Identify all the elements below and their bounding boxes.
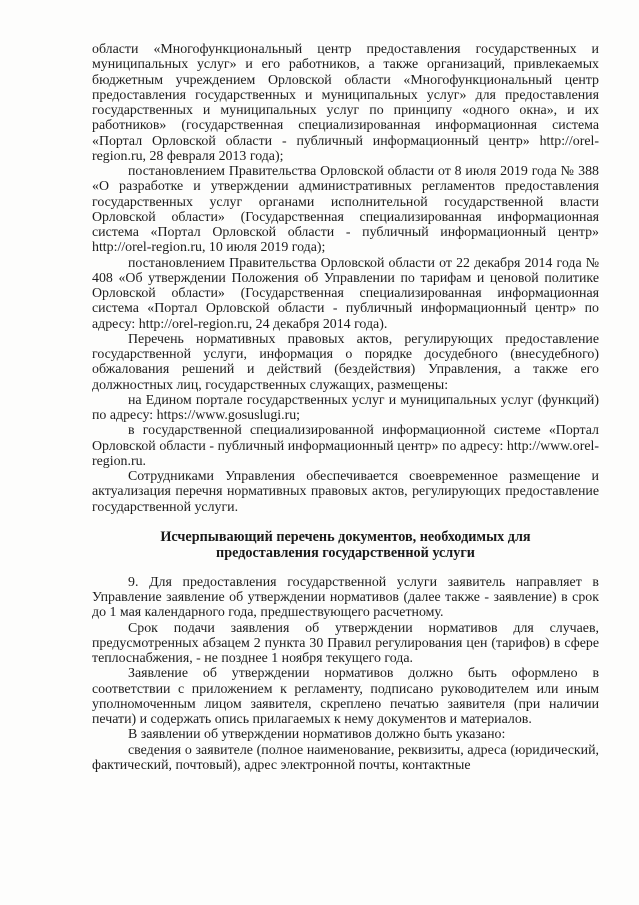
paragraph-staff-actualization: Сотрудниками Управления обеспечивается своевременное размещение и актуализация перечня нормативных правовых актов, регулирующих предоставление государственной услуги. [92,469,599,515]
paragraph-acts-list-placement: Перечень нормативных правовых актов, регулирующих предоставление государственной услуги, информация о порядке досудебного (внесудебного) обжалования решений и действий (бездействия) Управления, а также его должностных лиц, государственных служащих, размещены: [92,331,599,393]
paragraph-mfc-regulation: области «Многофункциональный центр предоставления государственных и муниципальных услуг» и его работников, а также организаций, привлекаемых бюджетным учреждением Орловской области «Многофункциональный центр предоставления государственных и муниципальных услуг» для предоставления государственных и муниципальных услуг по принципу «одного окна», и их работников» (государственная специализированная информационная система «Портал Орловской области - публичный информационный центр» http://orel-region.ru, 28 февраля 2013 года); [92,42,599,164]
document-body [92,42,599,773]
section-title: Исчерпывающий перечень документов, необходимых для предоставления государственной услуги [160,528,531,561]
paragraph-application-contents: В заявлении об утверждении нормативов должно быть указано: [128,727,506,743]
paragraph-resolution-388: постановлением Правительства Орловской области от 8 июля 2019 года № 388 «О разработке и утверждении административных регламентов предоставления государственных услуг органами исполнительной государственной власти Орловской области» (Государственная специализированная информационная система «Портал Орловской области - публичный информационный центр» http://orel-region.ru, 10 июля 2019 года); [92,164,599,256]
paragraph-point-9: 9. Для предоставления государственной услуги заявитель направляет в Управление заявление об утверждении нормативов (далее также - заявление) в срок до 1 мая календарного года, предшествующего расчетному. [92,574,599,621]
paragraph-resolution-408: постановлением Правительства Орловской области от 22 декабря 2014 года № 408 «Об утверждении Положения об Управлении по тарифам и ценовой политике Орловской области» (Государственная специализированная информационная система «Портал Орловской области - публичный информационный центр» по адресу: http://orel-region.ru, 24 декабря 2014 года). [92,255,599,332]
paragraph-applicant-info: сведения о заявителе (полное наименование, реквизиты, адреса (юридический, фактический, почтовый), адрес электронной почты, контактные [92,742,599,773]
paragraph-deadline: Срок подачи заявления об утверждении нормативов для случаев, предусмотренных абзацем 2 пункта 30 Правил регулирования цен (тарифов) в сфере теплоснабжения, - не позднее 1 ноября текущего года. [92,620,599,666]
paragraph-application-form: Заявление об утверждении нормативов должно быть оформлено в соответствии с приложением к регламенту, подписано руководителем или иным уполномоченным лицом заявителя, скреплено печатью заявителя (при наличии печати) и содержать опись прилагаемых к нему документов и материалов. [92,666,599,727]
list-item-orel-portal: в государственной специализированной информационной системе «Портал Орловской области - публичный информационный центр» по адресу: http://www.orel-region.ru. [92,423,599,469]
list-item-gosuslugi: на Едином портале государственных услуг и муниципальных услуг (функций) по адресу: https://www.gosuslugi.ru; [92,392,599,423]
